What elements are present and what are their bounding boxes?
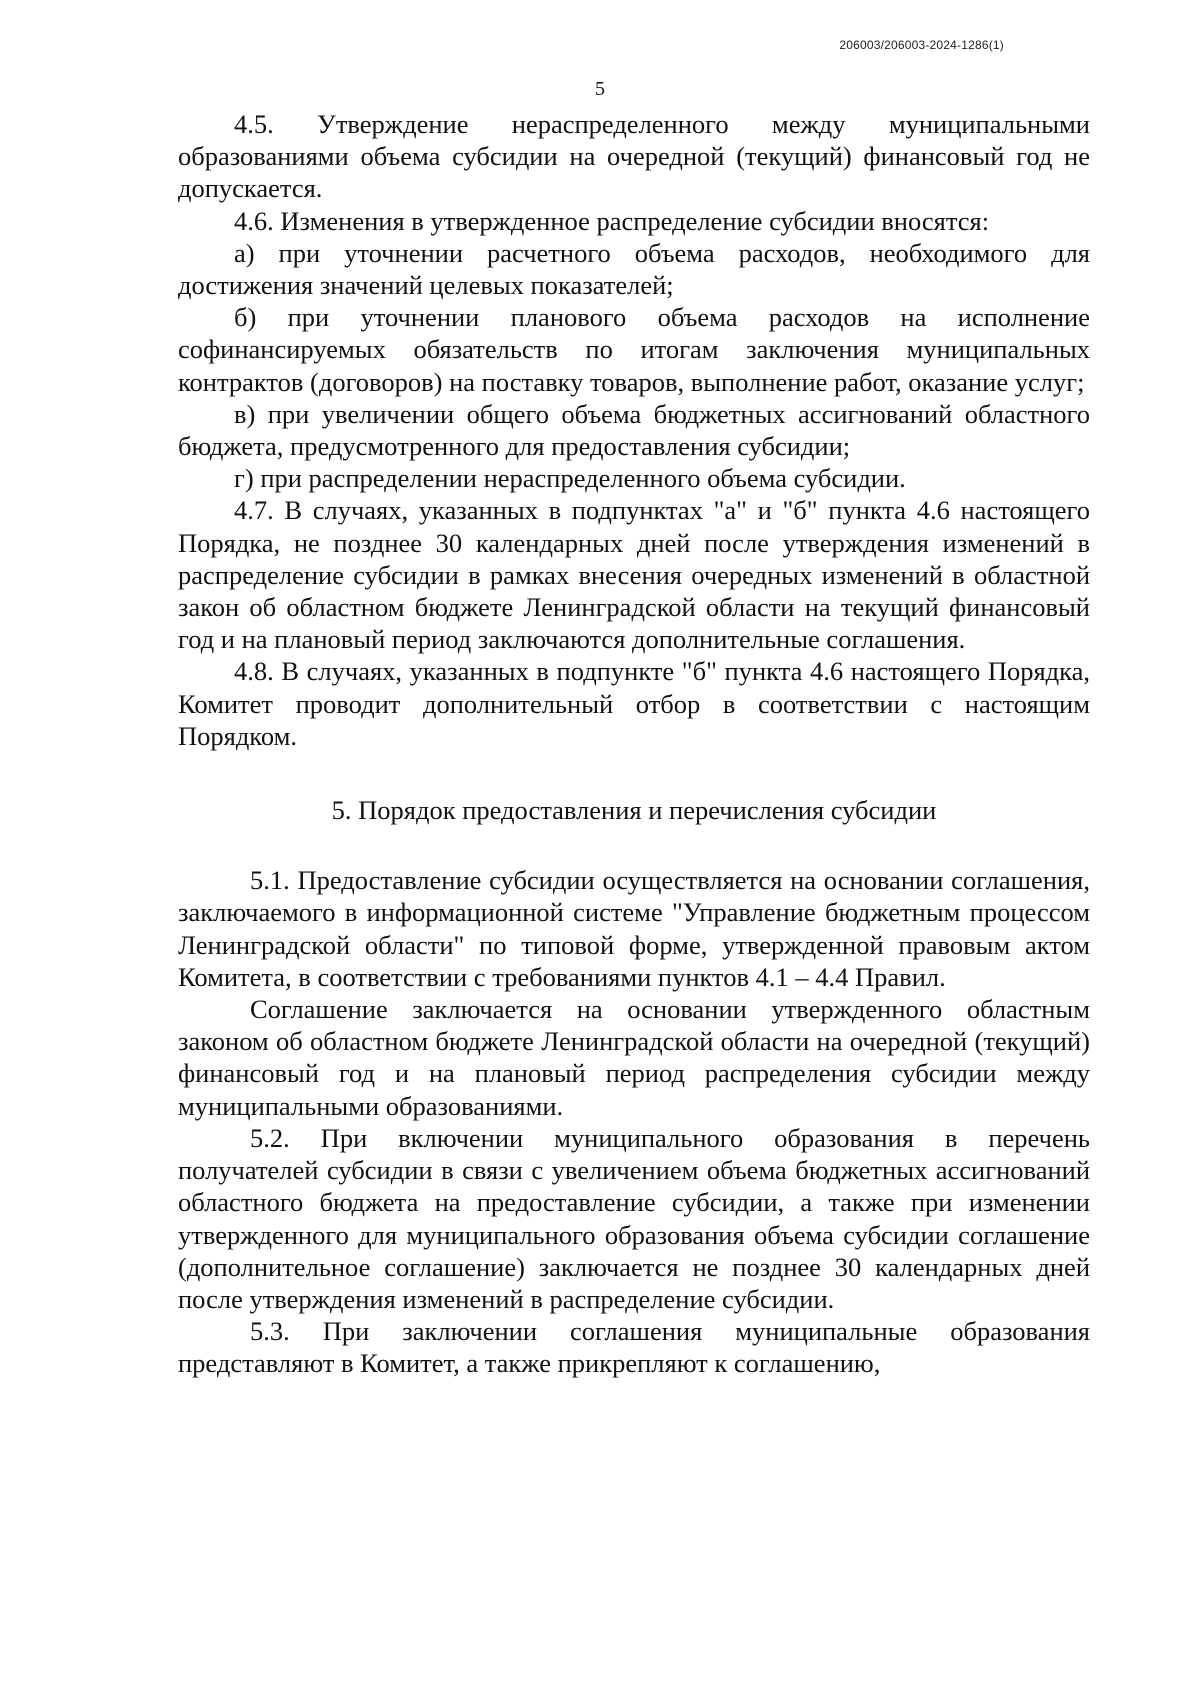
clause-5-3: 5.3. При заключении соглашения муниципальные образования представляют в Комитет, а также прикрепляют к соглашению, [178, 1316, 1090, 1379]
clause-5-1: 5.1. Предоставление субсидии осуществляется на основании соглашения, заключаемого в информационной системе "Управление бюджетным процессом Ленинградской области" по типовой форме, утвержденной правовым актом Комитета, в соответствии с требованиями пунктов 4.1 – 4.4 Правил. [178, 865, 1090, 992]
page-number: 5 [595, 78, 605, 100]
document-body [178, 108, 1090, 1380]
clause-4-6-b: б) при уточнении планового объема расходов на исполнение софинансируемых обязательств по итогам заключения муниципальных контрактов (договоров) на поставку товаров, выполнение работ, оказание услуг; [178, 302, 1090, 397]
clause-4-7: 4.7. В случаях, указанных в подпунктах "а" и "б" пункта 4.6 настоящего Порядка, не позднее 30 календарных дней после утверждения изменений в распределение субсидии в рамках внесения очередных изменений в областной закон об областном бюджете Ленинградской области на текущий финансовый год и на плановый период заключаются дополнительные соглашения. [178, 495, 1090, 655]
clause-4-6-g: г) при распределении нераспределенного объема субсидии. [234, 463, 906, 494]
section-5-heading: 5. Порядок предоставления и перечисления субсидии [331, 795, 937, 826]
clause-4-6-v: в) при увеличении общего объема бюджетных ассигнований областного бюджета, предусмотренного для предоставления субсидии; [178, 398, 1090, 462]
clause-4-6: 4.6. Изменения в утвержденное распределение субсидии вносятся: [234, 205, 990, 236]
clause-5-2: 5.2. При включении муниципального образования в перечень получателей субсидии в связи с увеличением объема бюджетных ассигнований областного бюджета на предоставление субсидии, а также при изменении утвержденного для муниципального образования объема субсидии соглашение (дополнительное соглашение) заключается не позднее 30 календарных дней после утверждения изменений в распределение субсидии. [178, 1122, 1090, 1314]
clause-4-6-a: а) при уточнении расчетного объема расходов, необходимого для достижения значений целевых показателей; [178, 237, 1090, 301]
document-number: 206003/206003-2024-1286(1) [839, 38, 1004, 52]
clause-4-8: 4.8. В случаях, указанных в подпункте "б" пункта 4.6 настоящего Порядка, Комитет проводит дополнительный отбор в соответствии с настоящим Порядком. [178, 656, 1090, 751]
clause-5-1-agreement: Соглашение заключается на основании утвержденного областным законом об областном бюджете Ленинградской области на очередной (текущий) финансовый год и на плановый период распределения субсидии между муниципальными образованиями. [178, 994, 1090, 1121]
clause-4-5: 4.5. Утверждение нераспределенного между муниципальными образованиями объема субсидии на очередной (текущий) финансовый год не допускается. [178, 109, 1090, 204]
